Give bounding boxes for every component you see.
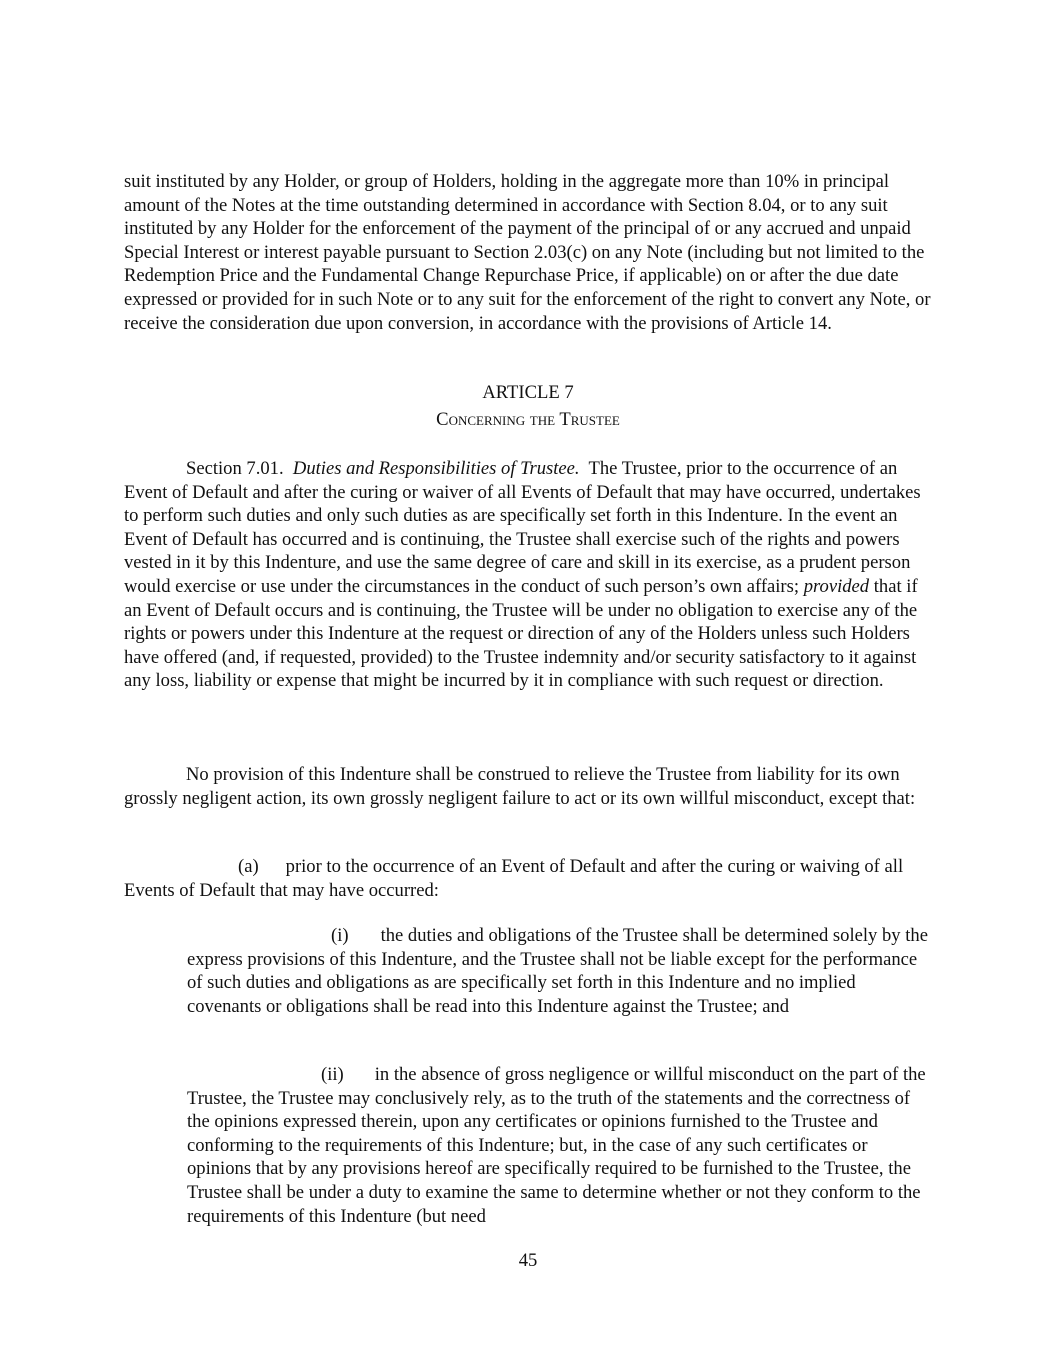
section-heading: Duties and Responsibilities of Trustee. (292, 458, 580, 479)
no-provision-paragraph: No provision of this Indenture shall be construed to relieve the Trustee from liability for its own grossly negligent action, its own grossly negligent failure to act or its own willful misconduct, except that: (124, 764, 916, 809)
section-label: Section 7.01. (186, 458, 284, 479)
provided-term: provided (803, 575, 870, 597)
section-text-part-1: The Trustee, prior to the occurrence of an Event of Default and after the curing or waiver of all Events of Default that may have occurred, undertakes to perform such duties and only such duties as are specifically set forth in this Indenture. In the event an Event of Default has occurred and is continuing, the Trustee shall exercise such of the rights and powers vested in it by this Indenture, and use the same degree of care and skill in its exercise, as a prudent person would exercise or use under the circumstances in the conduct of such person’s own affairs; (124, 458, 921, 597)
article-number: ARTICLE 7 (482, 382, 574, 403)
section-text-part-2: that if an Event of Default occurs and is continuing, the Trustee will be under no obligation to exercise any of the rights or powers under this Indenture at the request or direction of any of the Holders unless such Holders have offered (and, if requested, provided) to the Trustee indemnity and/or security satisfactory to it against any loss, liability or expense that might be incurred by it in compliance with such request or direction. (124, 575, 918, 692)
clause-i-marker: (i) (331, 925, 349, 946)
continuation-paragraph: suit instituted by any Holder, or group of Holders, holding in the aggregate more than 10% in principal amount of the Notes at the time outstanding determined in accordance with Section 8.04, or to any suit instituted by any Holder for the enforcement of the payment of the principal of or any accrued and unpaid Special Interest or interest payable pursuant to Section 2.03(c) on any Note (including but not limited to the Redemption Price and the Fundamental Change Repurchase Price, if applicable) on or after the due date expressed or provided for in such Note or to any suit for the enforcement of the right to convert any Note, or receive the consideration due upon conversion, in accordance with the provisions of Article 14. (124, 171, 931, 334)
page-number: 45 (518, 1250, 538, 1271)
section-7-01-paragraph (124, 457, 932, 693)
article-title: Concerning the Trustee (436, 409, 620, 430)
clause-ii-marker: (ii) (321, 1064, 344, 1085)
clause-i (187, 924, 932, 1018)
clause-a (124, 855, 932, 902)
clause-ii (187, 1063, 932, 1228)
clause-a-marker: (a) (238, 856, 259, 877)
clause-ii-text: in the absence of gross negligence or willful misconduct on the part of the Trustee, the Trustee may conclusively rely, as to the truth of the statements and the correctness of the opinions expressed therein, upon any certificates or opinions furnished to the Trustee and conforming to the requirements of this Indenture; but, in the case of any such certificates or opinions that by any provisions hereof are specifically required to be furnished to the Trustee, the Trustee shall be under a duty to examine the same to determine whether or not they conform to the requirements of this Indenture (but need (187, 1064, 926, 1227)
clause-a-text: prior to the occurrence of an Event of Default and after the curing or waiving of all Events of Default that may have occurred: (124, 856, 904, 901)
clause-i-text: the duties and obligations of the Trustee shall be determined solely by the express provisions of this Indenture, and the Trustee shall not be liable except for the performance of such duties and obligations as are specifically set forth in this Indenture and no implied covenants or obligations shall be read into this Indenture against the Trustee; and (187, 925, 928, 1017)
